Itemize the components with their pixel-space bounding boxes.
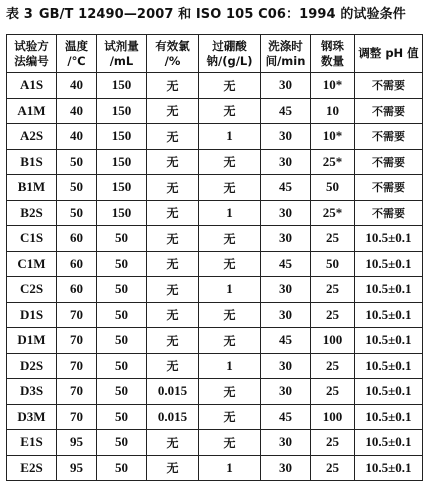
table-cell: 10.5±0.1 — [355, 455, 423, 481]
table-row — [7, 175, 423, 201]
table-cell: 25 — [311, 430, 355, 456]
table-cell: 不需要 — [355, 200, 423, 226]
table-cell: 70 — [57, 328, 97, 354]
table-cell: D2S — [7, 353, 57, 379]
table-cell: 1 — [199, 353, 261, 379]
table-row — [7, 226, 423, 252]
table-cell: 60 — [57, 226, 97, 252]
column-header-line: 间/min — [265, 53, 306, 68]
table-cell: 150 — [97, 175, 147, 201]
column-header-line: 数量 — [321, 53, 344, 68]
table-cell: 150 — [97, 124, 147, 150]
table-cell: 50 — [57, 149, 97, 175]
table-cell: 无 — [199, 404, 261, 430]
table-row — [7, 73, 423, 99]
table-cell: 1 — [199, 277, 261, 303]
table-cell: 150 — [97, 200, 147, 226]
table-cell: 无 — [147, 200, 199, 226]
table-cell: 95 — [57, 430, 97, 456]
table-cell: 45 — [261, 98, 311, 124]
column-header — [261, 35, 311, 73]
table-cell: 无 — [147, 430, 199, 456]
table-cell: 10.5±0.1 — [355, 302, 423, 328]
table-cell: 25 — [311, 379, 355, 405]
header-row — [7, 35, 423, 73]
table-cell: 无 — [147, 124, 199, 150]
table-cell: 10.5±0.1 — [355, 379, 423, 405]
table-cell: 不需要 — [355, 124, 423, 150]
table-cell: 70 — [57, 404, 97, 430]
table-cell: 45 — [261, 251, 311, 277]
table-cell: 50 — [97, 379, 147, 405]
table-cell: 45 — [261, 175, 311, 201]
table-cell: A1M — [7, 98, 57, 124]
table-cell: 无 — [147, 73, 199, 99]
table-cell: 25 — [311, 277, 355, 303]
table-cell: 无 — [147, 226, 199, 252]
table-cell: 50 — [97, 328, 147, 354]
table-cell: 50 — [97, 430, 147, 456]
column-header-line: 试剂量 — [104, 38, 139, 53]
column-header-line: 洗涤时 — [268, 38, 303, 53]
table-row — [7, 455, 423, 481]
table-row — [7, 404, 423, 430]
table-cell: 无 — [199, 379, 261, 405]
table-cell: 无 — [147, 149, 199, 175]
table-row — [7, 328, 423, 354]
table-cell: 60 — [57, 251, 97, 277]
table-cell: 50 — [97, 302, 147, 328]
table-cell: 30 — [261, 379, 311, 405]
table-cell: 25 — [311, 226, 355, 252]
table-cell: 30 — [261, 302, 311, 328]
table-cell: 25* — [311, 200, 355, 226]
table-cell: 50 — [97, 226, 147, 252]
table-cell: 50 — [97, 277, 147, 303]
table-cell: 无 — [199, 251, 261, 277]
table-cell: 30 — [261, 353, 311, 379]
table-row — [7, 124, 423, 150]
table-row — [7, 277, 423, 303]
table-cell: 45 — [261, 404, 311, 430]
table-cell: 不需要 — [355, 175, 423, 201]
column-header-line: 调整 pH 值 — [358, 46, 419, 60]
table-cell: 150 — [97, 98, 147, 124]
table-cell: 10.5±0.1 — [355, 353, 423, 379]
table-cell: 10* — [311, 124, 355, 150]
table-cell: A1S — [7, 73, 57, 99]
table-cell: 无 — [199, 430, 261, 456]
table-cell: 40 — [57, 98, 97, 124]
table-row — [7, 379, 423, 405]
table-cell: 无 — [147, 353, 199, 379]
table-cell: A2S — [7, 124, 57, 150]
table-cell: D1M — [7, 328, 57, 354]
table-cell: 40 — [57, 73, 97, 99]
table-cell: 无 — [147, 328, 199, 354]
column-header-line: 法编号 — [14, 53, 49, 68]
table-row — [7, 430, 423, 456]
table-cell: E2S — [7, 455, 57, 481]
table-cell: B2S — [7, 200, 57, 226]
table-row — [7, 302, 423, 328]
table-cell: 无 — [147, 175, 199, 201]
table-cell: 30 — [261, 200, 311, 226]
table-cell: 50 — [57, 175, 97, 201]
table-cell: C1M — [7, 251, 57, 277]
table-cell: 0.015 — [147, 404, 199, 430]
table-cell: 50 — [311, 251, 355, 277]
table-cell: 无 — [199, 302, 261, 328]
table-cell: 无 — [199, 98, 261, 124]
table-cell: D3M — [7, 404, 57, 430]
table-cell: 不需要 — [355, 149, 423, 175]
table-cell: 25 — [311, 455, 355, 481]
table-cell: 45 — [261, 328, 311, 354]
test-conditions-table — [6, 34, 423, 481]
column-header-line: /% — [164, 53, 181, 68]
table-cell: 70 — [57, 353, 97, 379]
table-cell: 30 — [261, 73, 311, 99]
table-cell: 无 — [147, 277, 199, 303]
table-cell: E1S — [7, 430, 57, 456]
table-cell: 50 — [97, 455, 147, 481]
table-cell: 10.5±0.1 — [355, 404, 423, 430]
table-cell: 不需要 — [355, 73, 423, 99]
table-cell: 无 — [199, 226, 261, 252]
table-cell: 无 — [199, 149, 261, 175]
column-header — [311, 35, 355, 73]
table-cell: 50 — [57, 200, 97, 226]
table-cell: C1S — [7, 226, 57, 252]
table-cell: 50 — [311, 175, 355, 201]
table-cell: 10.5±0.1 — [355, 226, 423, 252]
table-cell: 10* — [311, 73, 355, 99]
table-cell: 25* — [311, 149, 355, 175]
table-cell: 1 — [199, 200, 261, 226]
column-header-line: /℃ — [67, 53, 86, 68]
column-header — [7, 35, 57, 73]
table-cell: C2S — [7, 277, 57, 303]
table-cell: 无 — [147, 302, 199, 328]
table-cell: 30 — [261, 277, 311, 303]
table-number: 表 3 — [6, 7, 33, 22]
column-header-line: 钢珠 — [321, 38, 344, 53]
table-cell: 25 — [311, 353, 355, 379]
table-cell: 150 — [97, 73, 147, 99]
table-cell: 95 — [57, 455, 97, 481]
column-header-line: 温度 — [65, 38, 88, 53]
table-cell: 无 — [199, 73, 261, 99]
table-cell: 10.5±0.1 — [355, 251, 423, 277]
table-cell: 150 — [97, 149, 147, 175]
table-row — [7, 149, 423, 175]
table-cell: 1 — [199, 455, 261, 481]
table-cell: 100 — [311, 404, 355, 430]
table-cell: 30 — [261, 430, 311, 456]
table-body — [7, 73, 423, 481]
table-cell: 10.5±0.1 — [355, 277, 423, 303]
column-header — [199, 35, 261, 73]
table-cell: B1S — [7, 149, 57, 175]
table-cell: 30 — [261, 226, 311, 252]
table-row — [7, 251, 423, 277]
table-cell: 无 — [147, 455, 199, 481]
table-cell: 30 — [261, 149, 311, 175]
table-cell: 30 — [261, 124, 311, 150]
table-cell: 无 — [147, 251, 199, 277]
column-header-line: 钠/(g/L) — [206, 53, 253, 68]
table-row — [7, 98, 423, 124]
table-cell: 50 — [97, 353, 147, 379]
table-cell: 10.5±0.1 — [355, 328, 423, 354]
table-cell: D1S — [7, 302, 57, 328]
table-title: GB/T 12490—2007 和 ISO 105 C06：1994 的试验条件 — [38, 7, 406, 22]
table-cell: B1M — [7, 175, 57, 201]
table-cell: 50 — [97, 404, 147, 430]
column-header-line: 试验方 — [14, 38, 49, 53]
column-header-line: /mL — [109, 53, 134, 68]
table-cell: D3S — [7, 379, 57, 405]
table-cell: 70 — [57, 302, 97, 328]
table-row — [7, 353, 423, 379]
column-header — [57, 35, 97, 73]
table-caption — [6, 3, 422, 27]
table-cell: 60 — [57, 277, 97, 303]
column-header — [147, 35, 199, 73]
column-header-line: 有效氯 — [155, 38, 190, 53]
column-header — [355, 35, 423, 73]
table-cell: 25 — [311, 302, 355, 328]
table-row — [7, 200, 423, 226]
table-cell: 100 — [311, 328, 355, 354]
table-cell: 0.015 — [147, 379, 199, 405]
table-cell: 10 — [311, 98, 355, 124]
table-cell: 无 — [199, 175, 261, 201]
table-cell: 无 — [147, 98, 199, 124]
table-cell: 40 — [57, 124, 97, 150]
table-cell: 50 — [97, 251, 147, 277]
table-cell: 不需要 — [355, 98, 423, 124]
column-header-line: 过硼酸 — [212, 38, 247, 53]
table-cell: 70 — [57, 379, 97, 405]
table-cell: 30 — [261, 455, 311, 481]
column-header — [97, 35, 147, 73]
table-cell: 10.5±0.1 — [355, 430, 423, 456]
table-cell: 无 — [199, 328, 261, 354]
table-cell: 1 — [199, 124, 261, 150]
